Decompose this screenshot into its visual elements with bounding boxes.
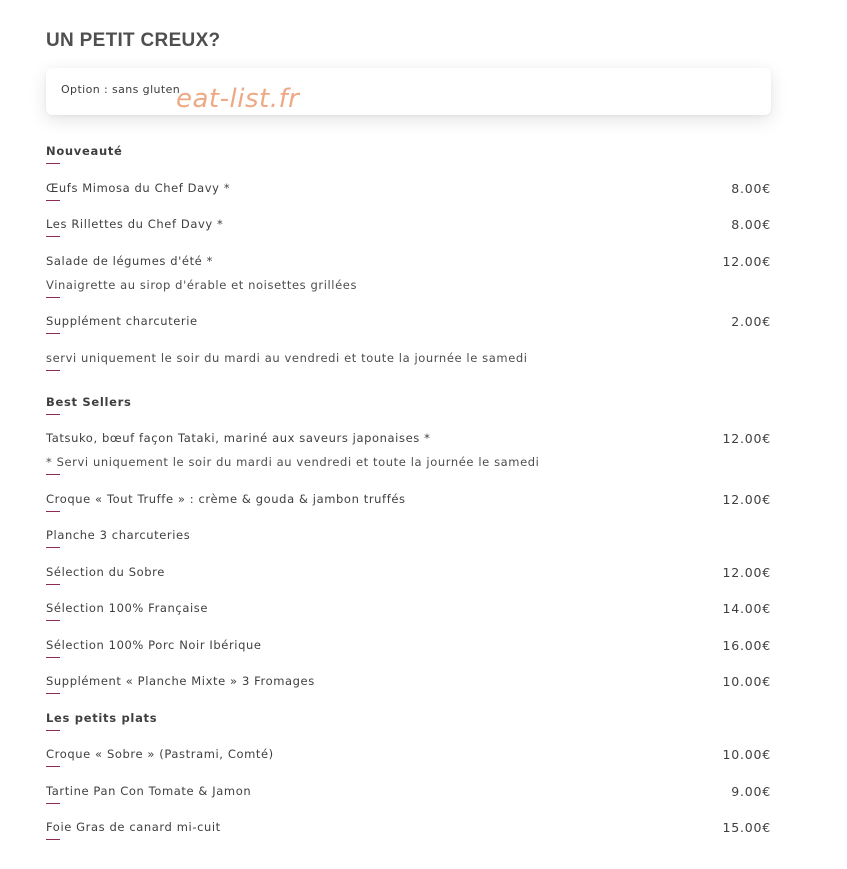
menu-item [46, 429, 771, 475]
item-price: 12.00€ [722, 564, 771, 580]
category-title: Nouveauté [46, 144, 123, 158]
row-spacer [46, 548, 771, 563]
service-note: servi uniquement le soir du mardi au vendredi et toute la journée le samedi [46, 350, 528, 365]
watermark-logo: eat-list.fr [176, 84, 300, 114]
menu-row-head [46, 636, 771, 655]
menu-row-head [46, 563, 771, 582]
menu-item [46, 782, 771, 804]
row-divider [46, 200, 60, 201]
row-divider [46, 730, 60, 731]
menu-item [46, 215, 771, 237]
row-spacer [46, 694, 771, 709]
menu-note [46, 349, 771, 371]
row-divider [46, 584, 60, 585]
menu-item [46, 252, 771, 298]
item-price: 10.00€ [722, 747, 771, 762]
category-title: Best Sellers [46, 394, 132, 409]
row-divider [46, 414, 60, 415]
menu-row-head [46, 599, 771, 618]
menu-row-head [46, 709, 771, 728]
row-spacer [46, 621, 771, 636]
menu-row-head [46, 526, 771, 545]
menu-row-head [46, 179, 771, 198]
menu-row-head [46, 393, 771, 412]
menu-item [46, 636, 771, 658]
item-name: Les Rillettes du Chef Davy * [46, 217, 224, 231]
row-divider [46, 370, 60, 371]
row-spacer [46, 658, 771, 673]
item-price: 2.00€ [731, 314, 771, 329]
row-spacer [46, 767, 771, 782]
row-spacer [46, 512, 771, 527]
menu-row-head [46, 490, 771, 509]
item-price: 8.00€ [731, 180, 771, 196]
menu-item [46, 490, 771, 512]
item-price: 10.00€ [722, 674, 771, 689]
item-name: Foie Gras de canard mi-cuit [46, 820, 221, 834]
row-spacer [46, 804, 771, 819]
item-price: 15.00€ [722, 820, 771, 835]
row-divider [46, 474, 60, 475]
item-description: * Servi uniquement le soir du mardi au vendredi et toute la journée le samedi [46, 455, 540, 469]
category-title: Les petits plats [46, 710, 158, 725]
menu-row-head [46, 818, 771, 837]
filter-option-card[interactable] [46, 68, 771, 115]
page-title: UN PETIT CREUX? [46, 30, 221, 51]
row-divider [46, 511, 60, 512]
row-divider [46, 547, 60, 548]
menu-category [46, 709, 771, 731]
row-spacer [46, 415, 771, 430]
menu-item [46, 818, 771, 840]
row-divider [46, 163, 60, 164]
row-spacer [46, 201, 771, 216]
menu-row-head [46, 745, 771, 764]
row-spacer [46, 334, 771, 349]
menu-row-head [46, 142, 771, 161]
row-divider [46, 236, 60, 237]
row-spacer [46, 164, 771, 179]
row-divider [46, 766, 60, 767]
menu-item [46, 599, 771, 621]
item-name: Sélection du Sobre [46, 564, 165, 579]
item-price: 8.00€ [731, 217, 771, 232]
item-name: Tatsuko, bœuf façon Tataki, mariné aux saveurs japonaises * [46, 431, 431, 445]
menu-category [46, 393, 771, 415]
row-divider [46, 839, 60, 840]
menu-row-head [46, 215, 771, 234]
row-divider [46, 693, 60, 694]
item-price: 12.00€ [722, 253, 771, 269]
filter-option-label: Option : sans gluten [61, 83, 181, 96]
item-name: Salade de légumes d'été * [46, 253, 213, 268]
item-name: Tartine Pan Con Tomate & Jamon [46, 783, 252, 798]
row-spacer [46, 371, 771, 393]
row-spacer [46, 731, 771, 746]
menu-row-head [46, 349, 771, 368]
item-price: 14.00€ [722, 601, 771, 616]
menu-row-head [46, 252, 771, 271]
row-divider [46, 620, 60, 621]
menu-list [46, 142, 771, 840]
menu-category [46, 142, 771, 164]
item-price: 12.00€ [722, 491, 771, 507]
item-name: Planche 3 charcuteries [46, 528, 191, 542]
row-divider [46, 333, 60, 334]
row-divider [46, 803, 60, 804]
item-description: Vinaigrette au sirop d'érable et noisettes grillées [46, 277, 358, 292]
menu-row-head [46, 429, 771, 448]
menu-row-head [46, 782, 771, 801]
menu-row-head [46, 672, 771, 691]
item-price: 12.00€ [722, 431, 771, 446]
menu-item [46, 672, 771, 694]
row-spacer [46, 585, 771, 600]
item-name: Supplément charcuterie [46, 314, 198, 328]
item-price: 9.00€ [731, 783, 771, 799]
row-spacer [46, 237, 771, 252]
menu-item [46, 526, 771, 548]
item-name: Sélection 100% Française [46, 601, 209, 615]
row-divider [46, 657, 60, 658]
row-spacer [46, 298, 771, 313]
item-price: 16.00€ [722, 637, 771, 653]
menu-item [46, 745, 771, 767]
row-spacer [46, 475, 771, 490]
item-name: Œufs Mimosa du Chef Davy * [46, 180, 231, 195]
row-divider [46, 297, 60, 298]
item-name: Croque « Sobre » (Pastrami, Comté) [46, 747, 274, 761]
item-name: Croque « Tout Truffe » : crème & gouda & jambon truffés [46, 491, 406, 506]
menu-item [46, 179, 771, 201]
menu-item [46, 312, 771, 334]
item-name: Supplément « Planche Mixte » 3 Fromages [46, 674, 315, 688]
menu-item [46, 563, 771, 585]
menu-row-head [46, 312, 771, 331]
item-name: Sélection 100% Porc Noir Ibérique [46, 637, 262, 652]
